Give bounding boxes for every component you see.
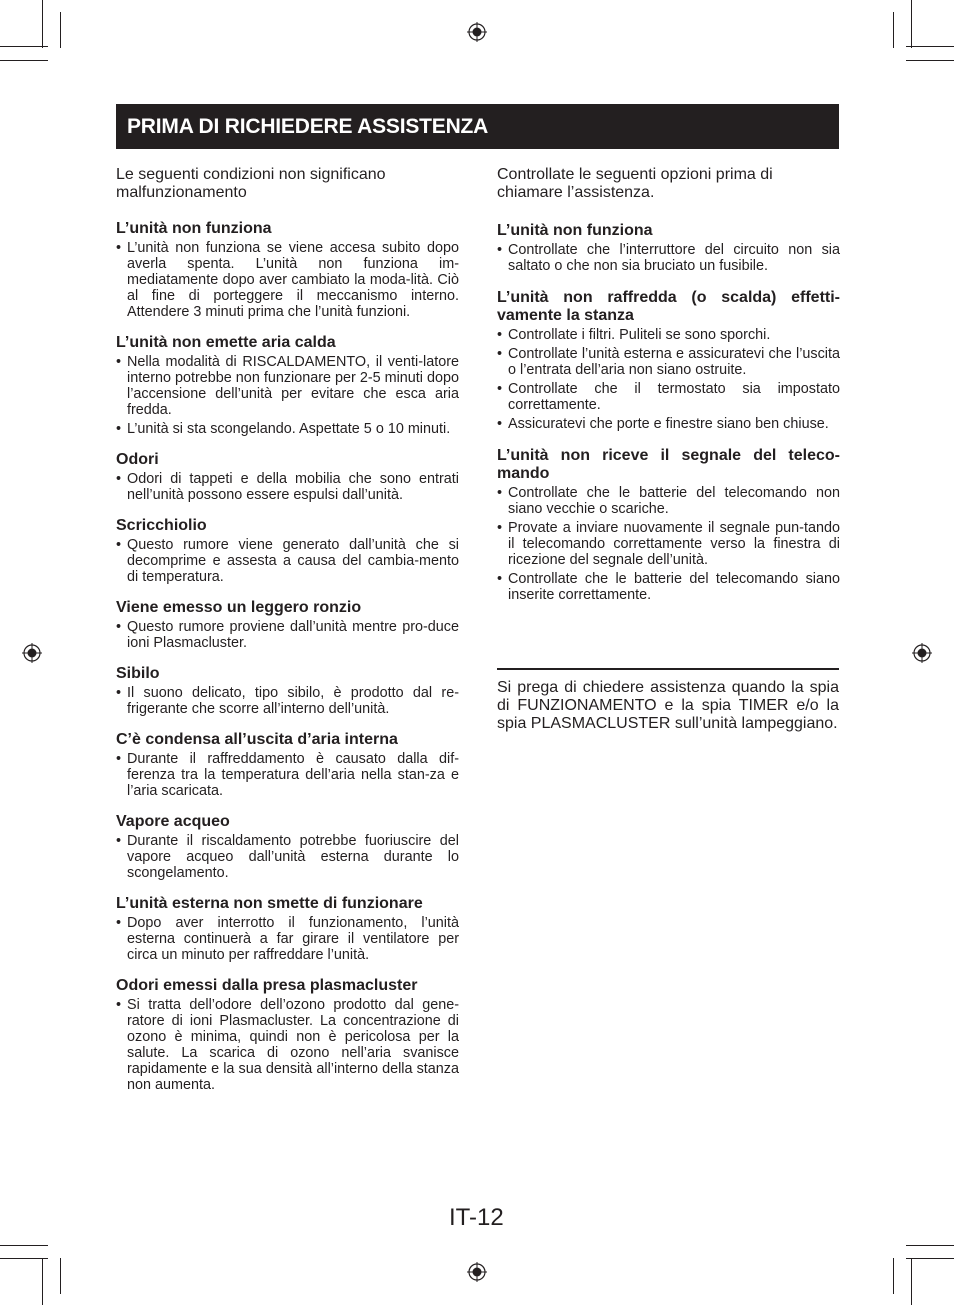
troubleshooting-section (116, 220, 459, 320)
bullet-list (116, 751, 459, 799)
section-title: Odori (116, 451, 159, 468)
registration-mark-icon (467, 22, 487, 42)
crop-mark (60, 12, 61, 48)
troubleshooting-section (116, 977, 459, 1093)
troubleshooting-section (116, 334, 459, 437)
crop-mark (0, 60, 48, 61)
section-title: L’unità non funziona (116, 220, 272, 237)
section-title: Sibilo (116, 665, 160, 682)
section-title: L’unità non emette aria calda (116, 334, 336, 351)
bullet-item: • Durante il riscaldamento potrebbe fuoriuscire del vapore acqueo dall’unità esterna durante lo scongelamento. (116, 833, 459, 881)
bullet-list (116, 537, 459, 585)
bullet-item: • Dopo aver interrotto il funzionamento, l’unità esterna continuerà a far girare il ventilatore per circa un minuto per raffreddare l’unità. (116, 915, 459, 963)
crop-mark (893, 1258, 894, 1294)
service-notice: Si prega di chiedere assistenza quando la spia di FUNZIONAMENTO e la spia TIMER e/o la spia PLASMACLUSTER sull’unità lampeggiano. (497, 679, 839, 732)
bullet-item: • Durante il raffreddamento è causato dalla dif-ferenza tra la temperatura dell’aria nella stan-za e l’aria scaricata. (116, 751, 459, 799)
troubleshooting-section (116, 895, 459, 963)
right-sections (497, 222, 840, 603)
bullet-item: • Odori di tappeti e della mobilia che sono entrati nell’unità possono essere espulsi dall’unità. (116, 471, 459, 503)
section-title: Scricchiolio (116, 517, 207, 534)
crop-mark (911, 0, 912, 48)
section-title: Odori emessi dalla presa plasmacluster (116, 977, 418, 994)
crop-mark (42, 0, 43, 48)
section-title: Vapore acqueo (116, 813, 230, 830)
bullet-item: • Controllate che il termostato sia impostato correttamente. (497, 381, 840, 413)
crop-mark (0, 46, 48, 47)
crop-mark (906, 46, 954, 47)
crop-mark (42, 1258, 43, 1305)
section-title: L’unità non funziona (497, 222, 653, 239)
section-header-bar (116, 104, 839, 149)
bullet-list (116, 471, 459, 503)
left-sections (116, 220, 459, 1093)
troubleshooting-section (116, 599, 459, 651)
bullet-item: • Controllate l’unità esterna e assicuratevi che l’uscita o l’entrata dell’aria non siano ostruite. (497, 346, 840, 378)
crop-mark (893, 12, 894, 48)
bullet-list (116, 354, 459, 437)
right-column (497, 166, 840, 618)
divider (497, 668, 839, 670)
crop-mark (60, 1258, 61, 1294)
right-intro: Controllate le seguenti opzioni prima di chiamare l’assistenza. (497, 166, 773, 201)
troubleshooting-section (116, 451, 459, 503)
crop-mark (906, 1245, 954, 1246)
crop-mark (0, 1245, 48, 1246)
left-column (116, 166, 459, 1107)
bullet-list (497, 242, 840, 274)
bullet-list (116, 915, 459, 963)
section-title: C’è condensa all’uscita d’aria interna (116, 731, 398, 748)
bullet-list (497, 485, 840, 603)
bullet-item: • Nella modalità di RISCALDAMENTO, il venti-latore interno potrebbe non funzionare per 2-5 minuti dopo l’accensione dell’unità per evitare che esca aria fredda. (116, 354, 459, 418)
bullet-item: • L’unità si sta scongelando. Aspettate 5 o 10 minuti. (116, 421, 459, 437)
troubleshooting-section (116, 731, 459, 799)
bullet-item: • Controllate che le batterie del telecomando non siano vecchie o scariche. (497, 485, 840, 517)
bullet-list (497, 327, 840, 432)
troubleshooting-section (116, 517, 459, 585)
crop-mark (906, 1258, 954, 1259)
page-title: PRIMA DI RICHIEDERE ASSISTENZA (127, 114, 489, 138)
section-title: L’unità non riceve il segnale del teleco-mando (497, 447, 840, 482)
bullet-item: • Questo rumore proviene dall’unità mentre pro-duce ioni Plasmacluster. (116, 619, 459, 651)
bullet-list (116, 997, 459, 1093)
bullet-item: • Provate a inviare nuovamente il segnale pun-tando il telecomando correttamente verso la finestra di ricezione del segnale dell’unità. (497, 520, 840, 568)
bullet-list (116, 685, 459, 717)
page-number: IT-12 (449, 1204, 504, 1231)
bullet-item: • L’unità non funziona se viene accesa subito dopo averla spenta. L’unità non funziona im-mediatamente dopo aver cambiato la moda-lità. Ciò al fine di porteggere il meccanismo interno. Attendere 3 minuti prima che l’unità funzioni. (116, 240, 459, 320)
troubleshooting-section (497, 447, 840, 603)
troubleshooting-section (497, 222, 840, 274)
left-intro: Le seguenti condizioni non significano malfunzionamento (116, 166, 386, 201)
bullet-list (116, 833, 459, 881)
registration-mark-icon (22, 643, 42, 663)
crop-mark (906, 60, 954, 61)
section-title: L’unità non raffredda (o scalda) effetti-vamente la stanza (497, 289, 840, 324)
bullet-item: • Si tratta dell’odore dell’ozono prodotto dal gene-ratore di ioni Plasmacluster. La concentrazione di ozono è minima, quindi non è pericolosa per la salute. La scarica di ozono nell’aria svanisce rapidamente e la sua densità all’interno della stanza non aumenta. (116, 997, 459, 1093)
registration-mark-icon (912, 643, 932, 663)
bullet-item: • Controllate che l’interruttore del circuito non sia saltato o che non sia bruciato un fusibile. (497, 242, 840, 274)
crop-mark (0, 1258, 48, 1259)
section-title: L’unità esterna non smette di funzionare (116, 895, 423, 912)
registration-mark-icon (467, 1262, 487, 1282)
bullet-list (116, 240, 459, 320)
crop-mark (911, 1258, 912, 1305)
section-title: Viene emesso un leggero ronzio (116, 599, 362, 616)
bullet-item: • Il suono delicato, tipo sibilo, è prodotto dal re-frigerante che scorre all’interno dell’unità. (116, 685, 459, 717)
troubleshooting-section (116, 813, 459, 881)
troubleshooting-section (497, 289, 840, 432)
bullet-item: • Controllate che le batterie del telecomando siano inserite correttamente. (497, 571, 840, 603)
bullet-item: • Controllate i filtri. Puliteli se sono sporchi. (497, 327, 840, 343)
bullet-item: • Questo rumore viene generato dall’unità che si decomprime e assesta a causa del cambia-mento di temperatura. (116, 537, 459, 585)
bullet-item: • Assicuratevi che porte e finestre siano ben chiuse. (497, 416, 840, 432)
bullet-list (116, 619, 459, 651)
troubleshooting-section (116, 665, 459, 717)
